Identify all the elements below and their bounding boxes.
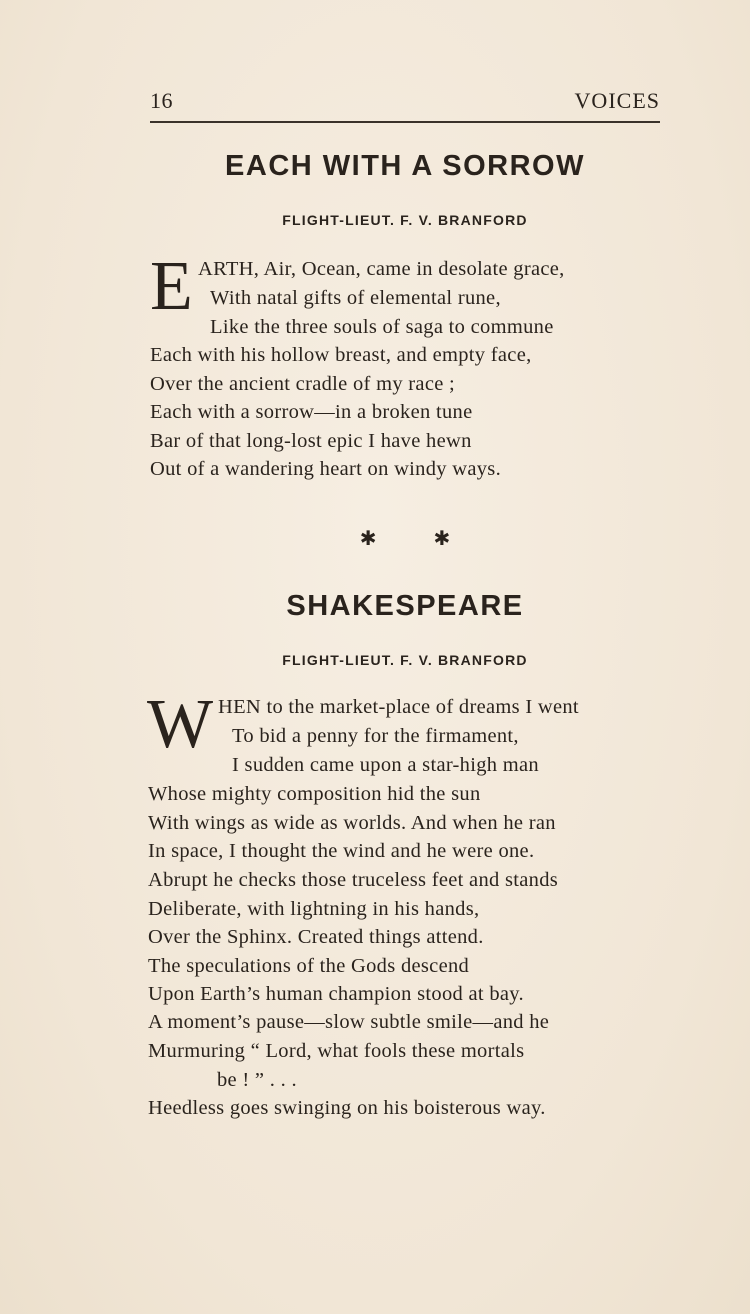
header-rule (150, 121, 660, 123)
poem-line: Abrupt he checks those truceless feet and stands (148, 869, 559, 891)
poem-line: Murmuring “ Lord, what fools these mortals (148, 1040, 525, 1062)
poem-line: be ! ” . . . (217, 1069, 297, 1091)
book-title: VOICES (574, 88, 660, 113)
poem-line: In space, I thought the wind and he were one. (148, 840, 535, 862)
poem-line: Out of a wandering heart on windy ways. (150, 458, 502, 480)
drop-cap-w: W (147, 686, 214, 763)
drop-cap-e: E (150, 248, 193, 325)
poem-line: Upon Earth’s human champion stood at bay. (148, 983, 524, 1005)
poem-line: HEN to the market-place of dreams I went (218, 696, 579, 718)
poem-line: Each with a sorrow—in a broken tune (150, 401, 473, 423)
poem-author: FLIGHT-LIEUT. F. V. BRANFORD (282, 652, 528, 668)
running-head (150, 88, 660, 122)
poem-line: The speculations of the Gods descend (148, 955, 470, 977)
poem-line: ARTH, Air, Ocean, came in desolate grace, (198, 258, 565, 280)
poem-title-shakespeare: SHAKESPEARE (286, 590, 524, 622)
poem-line: Deliberate, with lightning in his hands, (148, 898, 480, 920)
poem-line: Over the ancient cradle of my race ; (150, 373, 456, 395)
poem-line: With wings as wide as worlds. And when he ran (148, 812, 556, 834)
poem-line: To bid a penny for the firmament, (232, 725, 519, 747)
poem-line: Over the Sphinx. Created things attend. (148, 926, 484, 948)
poem-line: Whose mighty composition hid the sun (148, 783, 481, 805)
poem-line: A moment’s pause—slow subtle smile—and he (148, 1011, 550, 1033)
poem-line: With natal gifts of elemental rune, (210, 287, 501, 309)
page-number: 16 (150, 88, 173, 113)
poem-line: Like the three souls of saga to commune (210, 316, 554, 338)
poem-author: FLIGHT-LIEUT. F. V. BRANFORD (282, 212, 528, 228)
poem-title-each-with-a-sorrow: EACH WITH A SORROW (225, 150, 585, 182)
poem-line: Heedless goes swinging on his boisterous way. (148, 1097, 546, 1119)
poem-line: I sudden came upon a star-high man (232, 754, 539, 776)
poem-line: Bar of that long-lost epic I have hewn (150, 430, 472, 452)
poem-line: Each with his hollow breast, and empty face, (150, 344, 532, 366)
section-separator-asterisks: ✱ ✱ (359, 528, 477, 550)
